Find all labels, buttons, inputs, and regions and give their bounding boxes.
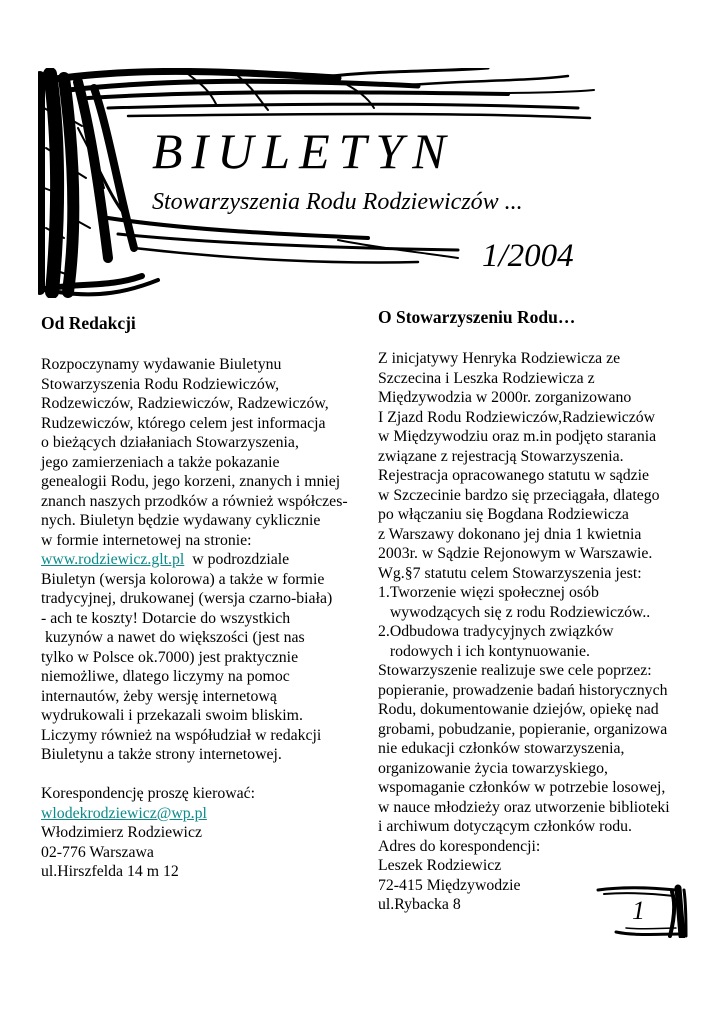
text-line: Biuletynu a także strony internetowej.: [41, 746, 282, 763]
text-line: jego zamierzeniach a także pokazanie: [41, 453, 280, 471]
text-line: Międzywodzia w 2000r. zorganizowano: [378, 389, 632, 406]
text-line: - ach te koszty! Dotarcie do wszystkich: [41, 609, 291, 627]
association-heading: O Stowarzyszeniu Rodu…: [378, 307, 576, 327]
text-line: nie edukacji członków stowarzyszenia,: [378, 740, 625, 757]
association-column: [378, 306, 708, 915]
text-line: o bieżących działaniach Stowarzyszenia,: [41, 434, 299, 451]
text-line: w nauce młodzieży oraz utworzenie biblioteki: [378, 798, 670, 816]
editorial-heading: Od Redakcji: [41, 313, 136, 333]
editorial-column: [41, 306, 376, 882]
text-line: Liczymy również na współudział w redakcji: [41, 726, 322, 744]
text-line: 72-415 Międzywodzie: [378, 876, 521, 894]
page-number-badge: [596, 884, 688, 938]
text-line: grobami, pobudzanie, popieranie, organizowa: [378, 720, 668, 738]
website-link[interactable]: www.rodziewicz.glt.pl: [41, 551, 185, 568]
text-line: i archiwum dotyczącym członków rodu.: [378, 818, 632, 835]
text-line: Szczecina i Leszka Rodziewicza z: [378, 369, 595, 387]
text-line: internautów, żeby wersję internetową: [41, 687, 277, 705]
text-line: związane z rejestracją Stowarzyszenia.: [378, 447, 624, 465]
contact-street: ul.Hirszfelda 14 m 12: [41, 863, 179, 880]
text-line: Rudzewiczów, którego celem jest informacja: [41, 414, 326, 432]
spacer: [41, 765, 376, 785]
website-suffix: w podrozdziale: [184, 551, 290, 568]
email-line: [41, 804, 376, 824]
text-line: Rodu, dokumentowanie dziejów, opiekę nad: [378, 701, 659, 718]
text-line: Adres do korespondencji:: [378, 837, 541, 855]
text-line: Stowarzyszenie realizuje swe cele poprzez:: [378, 662, 652, 679]
text-line: nych. Biuletyn będzie wydawany cyklicznie: [41, 512, 321, 529]
text-line: kuzynów a nawet do większości (jest nas: [41, 629, 305, 646]
masthead: [38, 68, 598, 298]
text-line: popieranie, prowadzenie badań historycznych: [378, 681, 668, 699]
text-line: genealogii Rodu, jego korzeni, znanych i mniej: [41, 473, 341, 490]
association-text: [378, 349, 708, 915]
page-number: 1: [632, 896, 645, 925]
text-line: tylko w Polsce ok.7000) jest praktycznie: [41, 648, 299, 666]
email-link[interactable]: wlodekrodziewicz@wp.pl: [41, 804, 207, 822]
text-line: wywodzących się z rodu Rodziewiczów..: [378, 603, 651, 621]
contact-intro: Korespondencję proszę kierować:: [41, 785, 256, 802]
text-line: organizowanie życia towarzyskiego,: [378, 759, 608, 777]
text-line: Stowarzyszenia Rodu Rodziewiczów,: [41, 375, 280, 393]
text-line: znanch naszych przodków a również współczes-: [41, 492, 348, 510]
text-line: tradycyjnej, drukowanej (wersja czarno-biała): [41, 590, 333, 607]
text-line: Rozpoczynamy wydawanie Biuletynu: [41, 356, 282, 373]
text-line: 2.Odbudowa tradycyjnych związków: [378, 623, 614, 640]
text-line: w formie internetowej na stronie:: [41, 531, 252, 549]
text-line: 1.Tworzenie więzi społecznej osób: [378, 584, 599, 601]
issue-number: 1/2004: [482, 238, 574, 274]
contact-name: Włodzimierz Rodziewicz: [41, 824, 202, 841]
text-line: wspomaganie członków w potrzebie losowej,: [378, 779, 666, 796]
website-line: [41, 550, 376, 570]
text-line: 2003r. w Sądzie Rejonowym w Warszawie.: [378, 545, 653, 562]
text-line: w Szczecinie bardzo się przeciągała, dlatego: [378, 486, 660, 504]
text-line: I Zjazd Rodu Rodziewiczów,Radziewiczów: [378, 408, 656, 426]
text-line: w Międzywodziu oraz m.in podjęto starania: [378, 428, 657, 445]
text-line: Leszek Rodziewicz: [378, 857, 502, 874]
bulletin-subtitle: Stowarzyszenia Rodu Rodziewiczów ...: [152, 189, 523, 215]
text-line: ul.Rybacka 8: [378, 896, 461, 913]
contact-city: 02-776 Warszawa: [41, 843, 154, 861]
text-line: Wg.§7 statutu celem Stowarzyszenia jest:: [378, 564, 642, 582]
text-line: po włączaniu się Bogdana Rodziewicza: [378, 506, 629, 523]
text-line: Biuletyn (wersja kolorowa) a także w formie: [41, 570, 325, 588]
text-line: Z inicjatywy Henryka Rodziewicza ze: [378, 350, 621, 367]
text-line: z Warszawy dokonano jej dnia 1 kwietnia: [378, 525, 642, 543]
text-line: wydrukowali i przekazali swoim bliskim.: [41, 707, 303, 724]
editorial-text: [41, 355, 376, 882]
text-line: Rodzewiczów, Radziewiczów, Radzewiczów,: [41, 395, 329, 412]
bulletin-title: BIULETYN: [152, 123, 455, 179]
text-line: rodowych i ich kontynuowanie.: [378, 642, 590, 660]
text-line: niemożliwe, dlatego liczymy na pomoc: [41, 668, 290, 685]
text-line: Rejestracja opracowanego statutu w sądzie: [378, 467, 650, 484]
